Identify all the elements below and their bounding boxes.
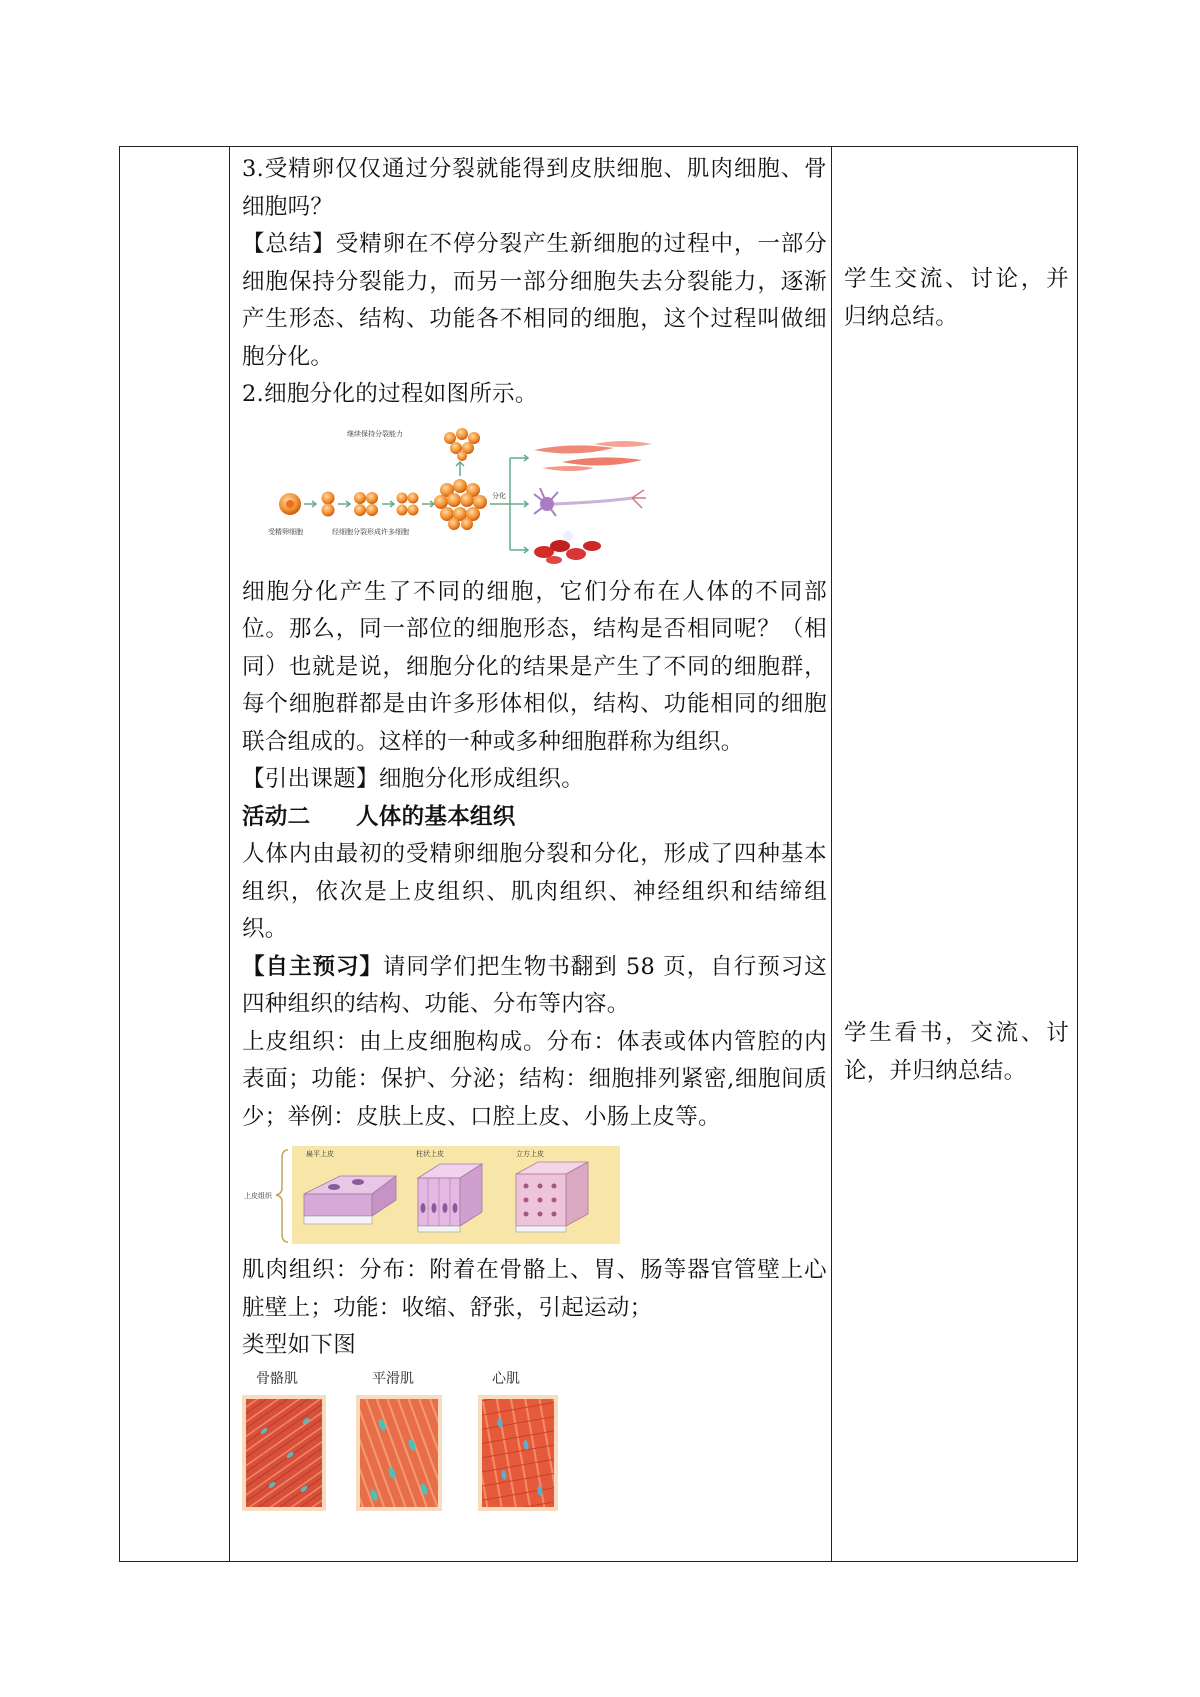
skeletal-muscle-image xyxy=(242,1395,326,1511)
student-note-2: 学生看书，交流、讨论，并归纳总结。 xyxy=(844,1020,1069,1084)
label-cardiac: 心肌 xyxy=(492,1370,520,1387)
summary-text: 受精卵在不停分裂产生新细胞的过程中，一部分细胞保持分裂能力，而另一部分细胞失去分裂能力，逐渐产生形态、结构、功能各不相同的细胞，这个过程叫做细胞分化。 xyxy=(242,231,827,370)
column-divider xyxy=(229,147,230,1561)
activity-2-heading: 活动二 人体的基本组织 xyxy=(242,803,516,830)
label-divide: 经细胞分裂形成许多细胞 xyxy=(332,527,409,536)
student-activity-column xyxy=(844,261,1069,336)
intro-tag: 【引出课题】 xyxy=(242,766,379,792)
muscle-paragraph: 肌肉组织：分布：附着在骨骼上、胃、肠等器官管壁上心脏壁上；功能：收缩、舒张，引起运动； xyxy=(242,1257,827,1321)
label-keep-dividing: 继续保持分裂能力 xyxy=(347,429,403,438)
cell-cluster xyxy=(434,479,487,530)
label-squamous: 扁平上皮 xyxy=(306,1150,334,1158)
preview-tag: 【自主预习】 xyxy=(242,953,383,980)
smooth-muscle-image xyxy=(356,1395,442,1511)
label-columnar: 柱状上皮 xyxy=(416,1150,444,1158)
basic-tissues-paragraph: 人体内由最初的受精卵细胞分裂和分化，形成了四种基本组织，依次是上皮组织、肌肉组织、神经组织和结缔组织。 xyxy=(242,841,827,942)
column-divider xyxy=(831,147,832,1561)
epithelial-side-label: 上皮组织 xyxy=(244,1192,272,1200)
neuron-cell xyxy=(534,488,646,516)
summary-paragraph xyxy=(242,226,827,376)
lesson-table xyxy=(119,146,1078,1562)
content-column xyxy=(242,151,827,1513)
top-cluster xyxy=(444,428,480,461)
label-cuboidal: 立方上皮 xyxy=(516,1150,544,1158)
epithelial-paragraph: 上皮组织：由上皮细胞构成。分布：体表或体内管腔的内表面；功能：保护、分泌；结构：细胞排列紧密,细胞间质少；举例：皮肤上皮、口腔上皮、小肠上皮等。 xyxy=(242,1028,827,1130)
preview-paragraph xyxy=(242,949,827,1024)
label-smooth: 平滑肌 xyxy=(372,1370,414,1387)
summary-tag: 【总结】 xyxy=(242,231,336,257)
differentiation-diagram xyxy=(242,418,827,568)
differentiation-paragraph: 细胞分化产生了不同的细胞，它们分布在人体的不同部位。那么，同一部位的细胞形态，结构是否相同呢？（相同）也就是说，细胞分化的结果是产生了不同的细胞群，每个细胞群都是由许多形体相似，结构、功能相同的细胞联合组成的。这样的一种或多种细胞群称为组织。 xyxy=(242,578,827,755)
preview-text: 请同学们把生物书翻到 58 页，自行预习这四种组织的结构、功能、分布等内容。 xyxy=(242,953,827,1017)
epithelial-figure xyxy=(242,1142,827,1248)
intro-paragraph xyxy=(242,761,827,799)
label-skeletal: 骨骼肌 xyxy=(256,1370,298,1387)
intro-text: 细胞分化形成组织。 xyxy=(378,766,585,792)
cell-differentiation-figure xyxy=(242,418,827,568)
label-differentiation: 分化 xyxy=(492,491,506,500)
cardiac-muscle-image xyxy=(478,1395,558,1511)
muscle-types-figure xyxy=(242,1365,827,1513)
muscle-types-diagram xyxy=(242,1365,827,1513)
student-note-1: 学生交流、讨论，并归纳总结。 xyxy=(844,266,1069,330)
process-caption: 2.细胞分化的过程如图所示。 xyxy=(242,381,538,407)
label-egg-cell: 受精卵细胞 xyxy=(268,527,303,536)
question-3: 3.受精卵仅仅通过分裂就能得到皮肤细胞、肌肉细胞、骨细胞吗？ xyxy=(242,156,827,220)
muscle-cells xyxy=(534,441,652,471)
epithelial-diagram xyxy=(242,1142,827,1248)
muscle-types-caption: 类型如下图 xyxy=(242,1332,357,1358)
blood-cells xyxy=(534,531,601,564)
student-activity-column-2 xyxy=(844,1015,1069,1090)
